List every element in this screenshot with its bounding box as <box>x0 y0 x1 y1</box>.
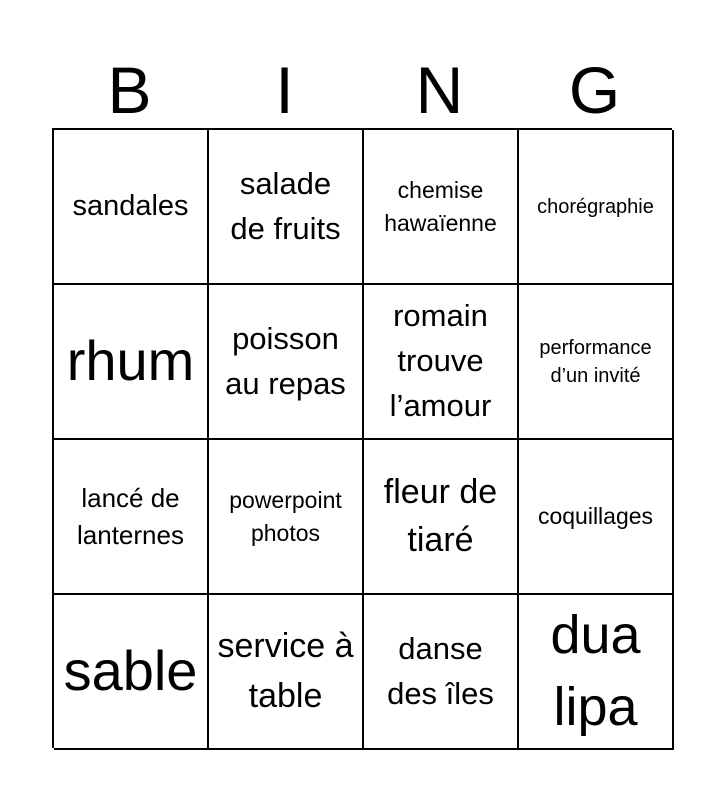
cell-label: service à table <box>217 627 354 715</box>
cell-label: romain trouve l’amour <box>389 298 492 423</box>
cell-label: rhum <box>66 329 195 393</box>
bingo-board <box>52 128 672 748</box>
cell-label: coquillages <box>537 503 654 530</box>
cell-label: sable <box>63 639 198 703</box>
header-letter-g: G <box>568 53 621 127</box>
cell-label: powerpoint photos <box>229 487 342 546</box>
cell-label: lancé de lanternes <box>77 483 184 550</box>
header-letter-n: N <box>415 53 464 127</box>
bingo-header <box>52 52 672 128</box>
bingo-cell[interactable] <box>364 285 519 440</box>
bingo-cell[interactable] <box>209 130 364 285</box>
bingo-cell[interactable] <box>54 285 209 440</box>
cell-label: poisson au repas <box>225 320 346 401</box>
cell-label: salade de fruits <box>230 165 341 246</box>
bingo-cell[interactable] <box>519 595 674 750</box>
bingo-cell[interactable] <box>54 130 209 285</box>
cell-label: sandales <box>72 190 189 223</box>
cell-label: fleur de tiaré <box>383 472 498 559</box>
bingo-cell[interactable] <box>54 595 209 750</box>
bingo-cell[interactable] <box>364 595 519 750</box>
cell-label: chorégraphie <box>537 195 654 218</box>
bingo-cell[interactable] <box>364 440 519 595</box>
bingo-cell[interactable] <box>519 285 674 440</box>
cell-label: chemise hawaïenne <box>384 177 497 236</box>
bingo-cell[interactable] <box>364 130 519 285</box>
cell-label: dua lipa <box>550 605 641 737</box>
header-letter-b: B <box>107 53 152 127</box>
bingo-cell[interactable] <box>519 440 674 595</box>
header-letter-i: I <box>275 53 294 127</box>
bingo-cell[interactable] <box>209 285 364 440</box>
bingo-cell[interactable] <box>54 440 209 595</box>
cell-label: performance d’un invité <box>539 336 652 387</box>
bingo-cell[interactable] <box>209 595 364 750</box>
cell-label: danse des îles <box>387 630 494 711</box>
bingo-cell[interactable] <box>209 440 364 595</box>
bingo-cell[interactable] <box>519 130 674 285</box>
